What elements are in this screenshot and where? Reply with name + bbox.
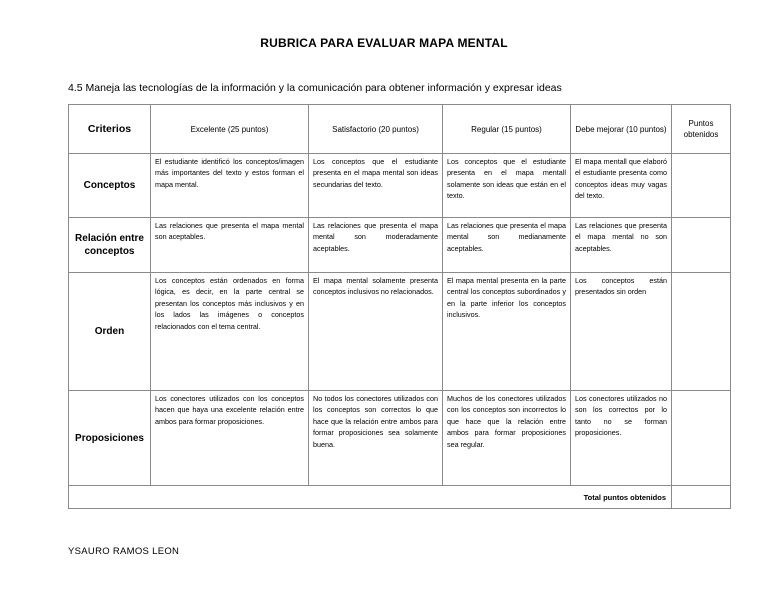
- cell-debe-mejorar: Los conceptos están presentados sin orden: [571, 273, 672, 391]
- table-row: [69, 391, 731, 486]
- document-title: RUBRICA PARA EVALUAR MAPA MENTAL: [260, 36, 508, 50]
- criterion-label: Relación entre conceptos: [69, 218, 151, 273]
- cell-excelente: Los conceptos están ordenados en forma lógica, es decir, en la parte central se presentan los conceptos más inclusivos y en los lados las imágenes o conceptos relacionados con el tema central.: [151, 273, 309, 391]
- table-row: [69, 218, 731, 273]
- cell-regular: Las relaciones que presenta el mapa mental son medianamente aceptables.: [443, 218, 571, 273]
- cell-puntos: [672, 391, 731, 486]
- cell-regular: Muchos de los conectores utilizados con los conceptos son incorrectos lo que hace que la relación entre ambos para formar proposiciones sea regular.: [443, 391, 571, 486]
- header-satisfactorio: Satisfactorio (20 puntos): [309, 105, 443, 154]
- criterion-label: Orden: [69, 273, 151, 391]
- header-puntos: Puntos obtenidos: [672, 105, 731, 154]
- competency-statement: 4.5 Maneja las tecnologías de la información y la comunicación para obtener información y expresar ideas: [68, 82, 562, 94]
- header-debe-mejorar: Debe mejorar (10 puntos): [571, 105, 672, 154]
- cell-satisfactorio: El mapa mental solamente presenta conceptos inclusivos no relacionados.: [309, 273, 443, 391]
- cell-excelente: El estudiante identificó los conceptos/imagen más importantes del texto y estos forman el mapa mental.: [151, 154, 309, 218]
- cell-debe-mejorar: El mapa mentall que elaboró el estudiante presenta como conceptos ideas muy vagas del texto.: [571, 154, 672, 218]
- author-name: YSAURO RAMOS LEON: [68, 546, 180, 557]
- total-row: [69, 486, 731, 509]
- cell-regular: El mapa mental presenta en la parte central los conceptos subordinados y en la parte inferior los conceptos inclusivos.: [443, 273, 571, 391]
- table-row: [69, 273, 731, 391]
- cell-regular: Los conceptos que el estudiante presenta en el mapa mentall solamente son ideas que están en el texto.: [443, 154, 571, 218]
- total-value: [672, 486, 731, 509]
- header-regular: Regular (15 puntos): [443, 105, 571, 154]
- header-excelente: Excelente (25 puntos): [151, 105, 309, 154]
- header-criterios: Criterios: [69, 105, 151, 154]
- criterion-label: Conceptos: [69, 154, 151, 218]
- cell-puntos: [672, 154, 731, 218]
- cell-excelente: Los conectores utilizados con los conceptos hacen que haya una excelente relación entre ambos para formar proposiciones.: [151, 391, 309, 486]
- cell-satisfactorio: No todos los conectores utilizados con los conceptos son correctos lo que hace que la relación entre ambos para formar proposiciones sea solamente buena.: [309, 391, 443, 486]
- rubric-table: [68, 104, 731, 509]
- header-row: [69, 105, 731, 154]
- table-row: [69, 154, 731, 218]
- total-label: Total puntos obtenidos: [69, 486, 672, 509]
- criterion-label: Proposiciones: [69, 391, 151, 486]
- cell-puntos: [672, 218, 731, 273]
- cell-debe-mejorar: Las relaciones que presenta el mapa mental no son aceptables.: [571, 218, 672, 273]
- cell-satisfactorio: Los conceptos que el estudiante presenta en el mapa mental son ideas secundarias del texto.: [309, 154, 443, 218]
- cell-debe-mejorar: Los conectores utilizados no son los correctos por lo tanto no se forman proposiciones.: [571, 391, 672, 486]
- cell-satisfactorio: Las relaciones que presenta el mapa mental son moderadamente aceptables.: [309, 218, 443, 273]
- cell-excelente: Las relaciones que presenta el mapa mental son aceptables.: [151, 218, 309, 273]
- cell-puntos: [672, 273, 731, 391]
